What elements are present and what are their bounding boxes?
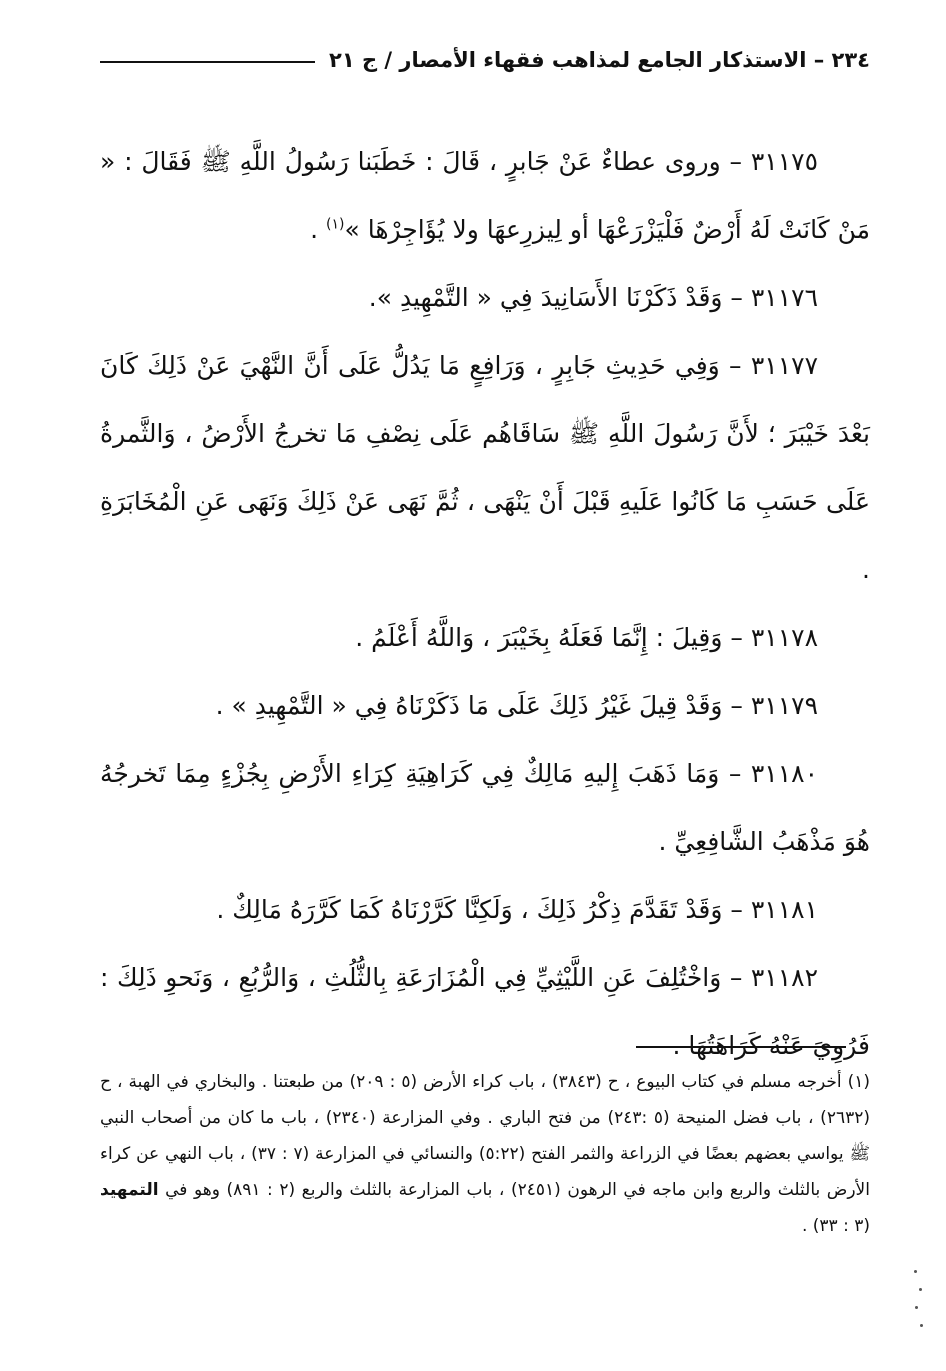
paragraph-31176: ٣١١٧٦ – وَقَدْ ذَكَرْنَا الأَسَانِيدَ فِي « التَّمْهِيدِ ». xyxy=(368,283,818,312)
paragraph-31181: ٣١١٨١ – وَقَدْ تَقَدَّمَ ذِكْرُ ذَلِكَ ، وَلَكِنَّا كَرَّرْنَاهُ كَمَا كَرَّرَهُ مَالِكٌ . xyxy=(216,895,818,924)
footnote-ref-1: (١) xyxy=(326,216,345,233)
main-text xyxy=(100,128,870,1080)
paragraph-31177: ٣١١٧٧ – وَفِي حَدِيثِ جَابِرٍ ، وَرَافِعٍ مَا يَدُلُّ عَلَى أَنَّ النَّهْيَ عَنْ ذَلِكَ كَانَ بَعْدَ خَيْبَرَ ؛ لأَنَّ رَسُولَ اللَّهِ ﷺ سَاقَاهُم عَلَى نِصْفِ مَا تخرجُ الأَرْضُ ، وَالثَّمرةُ عَلَى حَسَبِ مَا كَانُوا عَلَيهِ قَبْلَ أَنْ يَنْهَى ، ثُمَّ نَهَى عَنْ ذَلِكَ وَنَهَى عَنِ الْمُخَابَرَةِ . xyxy=(100,351,870,584)
running-header-text: ٢٣٤ – الاستذكار الجامع لمذاهب فقهاء الأمصار / ج ٢١ xyxy=(329,48,870,72)
footnote-separator xyxy=(636,1046,846,1048)
footnote-1-end: (٣ : ٣٣) . xyxy=(801,1216,870,1236)
paragraph-31178: ٣١١٧٨ – وَقِيلَ : إِنَّمَا فَعَلَهُ بِخَيْبَرَ ، وَاللَّهُ أَعْلَمُ . xyxy=(355,623,818,652)
paragraph-31179: ٣١١٧٩ – وَقَدْ قِيلَ غَيْرُ ذَلِكَ عَلَى مَا ذَكَرْنَاهُ فِي « التَّمْهِيدِ » . xyxy=(215,691,818,720)
running-header xyxy=(100,38,870,82)
paragraph-31180: ٣١١٨٠ – وَمَا ذَهَبَ إِليهِ مَالِكٌ فِي كَرَاهِيَةِ كِرَاءِ الأَرْضِ بِجُزْءٍ مِمَا تَخرجُهُ هُوَ مَذْهَبُ الشَّافِعِيِّ . xyxy=(100,759,870,856)
paragraph-31175 xyxy=(100,128,870,264)
footnotes xyxy=(100,1064,870,1244)
scan-artifact-dots xyxy=(912,1270,924,1340)
footnote-1-text: (١) أخرجه مسلم في كتاب البيوع ، ح (٣٨٤٣) ، باب كراء الأرض (٥ : ٢٠٩) من طبعتنا . والبخاري في الهبة ، ح (٢٦٣٢) ، باب فضل المنيحة (٥ :٢٤٣) من فتح الباري . وفي المزارعة (٢٣٤٠) ، باب ما كان من أصحاب النبي ﷺ يواسي بعضهم بعضًا في الزراعة والثمر الفتح (٥:٢٢) والنسائي في المزارعة (٧ : ٣٧) ، باب النهي عن كراء الأرض بالثلث والربع وابن ماجه في الرهون (٢٤٥١) ، باب المزارعة بالثلث والربع (٢ : ٨٩١) وهو في xyxy=(100,1072,870,1200)
paragraph-31182: ٣١١٨٢ – وَاخْتُلِفَ عَنِ اللَّيْثِيِّ فِي الْمُزَارَعَةِ بِالثُّلُثِ ، وَالرُّبُعِ ، وَنَحوِ ذَلِكَ : فَرُوِيَ عَنْهُ كَرَاهَتُهَا . xyxy=(100,963,870,1060)
footnote-1-bold: التمهيد xyxy=(100,1180,159,1200)
header-rule xyxy=(100,61,315,63)
footnote-1 xyxy=(100,1064,870,1244)
paragraph-31175-text: ٣١١٧٥ – وروى عطاءٌ عَنْ جَابرٍ ، قَالَ : خَطَبَنا رَسُولُ اللَّهِ ﷺ فَقَالَ : « مَنْ كَانَتْ لَهُ أَرْضٌ فَلْيَزْرَعْهَا أو لِيزرِعهَا ولا يُؤَاجِرْهَا » xyxy=(100,147,870,244)
paragraph-31175-end: . xyxy=(310,215,326,244)
